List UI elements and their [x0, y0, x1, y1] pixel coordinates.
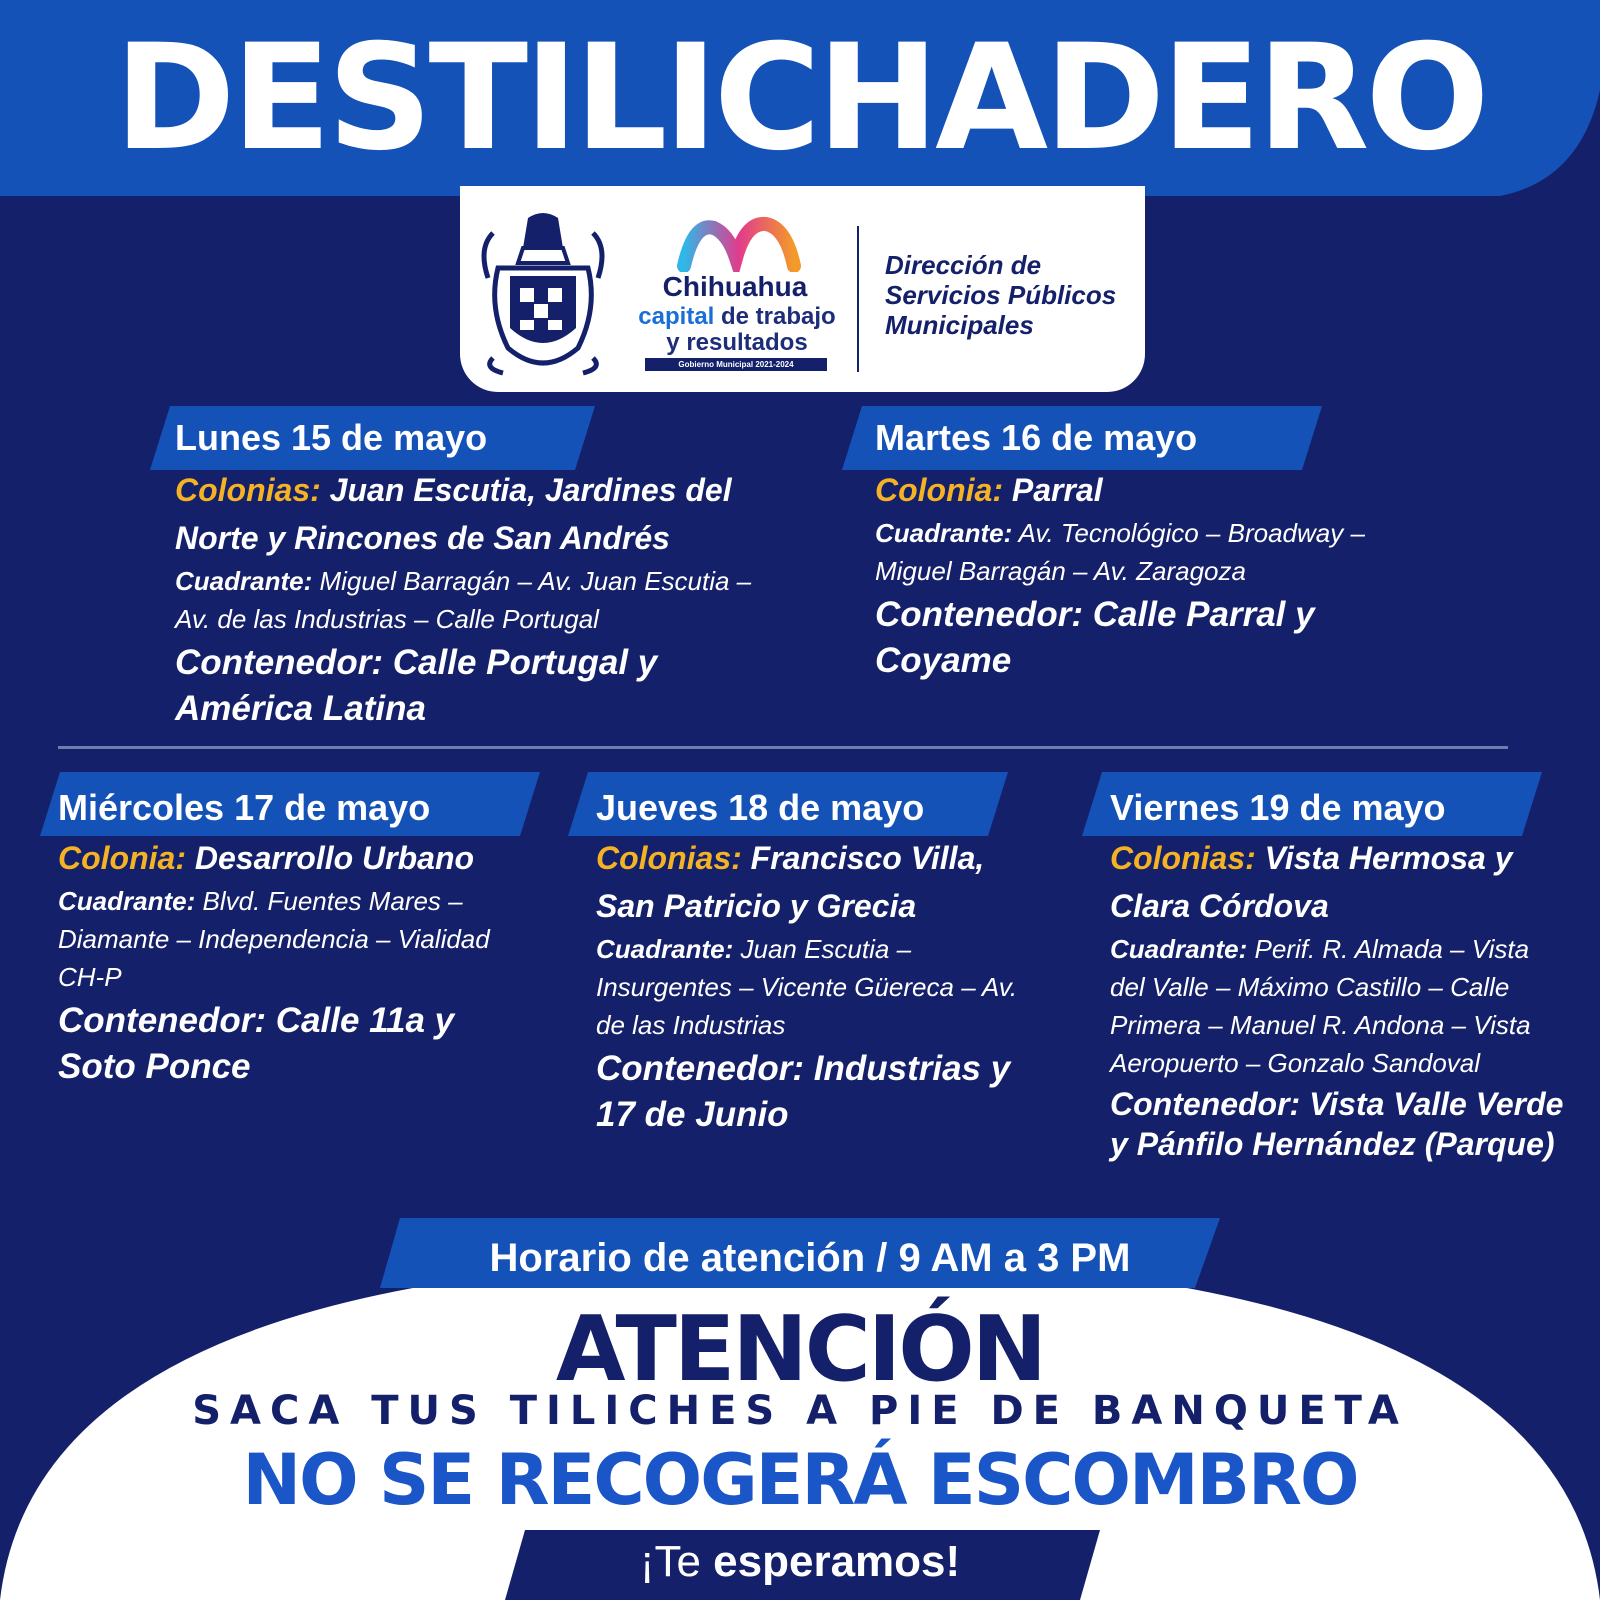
cuadrante-line: [58, 882, 498, 996]
no-debris-warning: NO SE RECOGERÁ ESCOMBRO: [242, 1439, 1358, 1521]
cuadrante-value: Av. Tecnológico – Broadway – Miguel Barragán – Av. Zaragoza: [875, 518, 1365, 586]
closing-bold: esperamos!: [713, 1537, 961, 1586]
brand-tagline-highlight: capital: [638, 303, 715, 330]
brand-tagline-rest: de trabajo: [714, 303, 836, 330]
cuadrante-label: Cuadrante:: [1110, 934, 1248, 964]
colonia-value: Desarrollo Urbano: [194, 840, 475, 876]
instruction-text: SACA TUS TILICHES A PIE DE BANQUETA: [192, 1388, 1408, 1434]
colonia-value: Vista Hermosa y Clara Córdova: [1110, 840, 1513, 924]
day-title-miercoles: Miércoles 17 de mayo: [58, 787, 431, 828]
contenedor-line: Contenedor: Calle Parral y Coyame: [875, 595, 1315, 680]
cuadrante-value: Miguel Barragán – Av. Juan Escutia – Av. de las Industrias – Calle Portugal: [175, 566, 752, 634]
cuadrante-line: [875, 514, 1395, 590]
brand-name: Chihuahua: [662, 271, 808, 302]
cuadrante-label: Cuadrante:: [596, 934, 734, 964]
colonia-value: Juan Escutia, Jardines del Norte y Rincones de San Andrés: [175, 472, 732, 556]
government-bar: Gobierno Municipal 2021-2024: [645, 358, 827, 371]
cuadrante-value: Blvd. Fuentes Mares – Diamante – Independencia – Vialidad CH-P: [58, 886, 490, 992]
coat-of-arms-logo: [478, 208, 608, 378]
contenedor-line: Contenedor: Industrias y 17 de Junio: [596, 1049, 1011, 1134]
day-block-miercoles: [58, 834, 498, 1090]
contenedor-line: Contenedor: Calle 11a y Soto Ponce: [58, 1001, 455, 1086]
brand-tagline-1: [632, 304, 842, 330]
closing-message: [500, 1534, 1100, 1590]
colonia-line: [875, 466, 1395, 514]
colonia-line: [1110, 834, 1565, 930]
colonia-value: Francisco Villa, San Patricio y Grecia: [596, 840, 985, 924]
colonia-label: Colonias:: [175, 472, 321, 508]
day-block-viernes: [1110, 834, 1565, 1164]
day-title-jueves: Jueves 18 de mayo: [596, 787, 925, 828]
colonia-line: [175, 466, 775, 562]
colonia-label: Colonias:: [1110, 840, 1256, 876]
cuadrante-value: Perif. R. Almada – Vista del Valle – Máximo Castillo – Calle Primera – Manuel R. Andona – Vista Aeropuerto – Gonzalo Sandoval: [1110, 934, 1531, 1078]
day-title-lunes: Lunes 15 de mayo: [175, 417, 488, 458]
logo-divider: [857, 226, 859, 372]
cuadrante-value: Juan Escutia – Insurgentes – Vicente Güereca – Av. de las Industrias: [596, 934, 1018, 1040]
brand-tagline-2: y resultados: [666, 329, 808, 356]
cuadrante-label: Cuadrante:: [175, 566, 313, 596]
colonia-line: [58, 834, 498, 882]
cuadrante-label: Cuadrante:: [58, 886, 196, 916]
brand-wave-logo: [676, 214, 802, 272]
cuadrante-line: [596, 930, 1051, 1044]
attention-heading: ATENCIÓN: [555, 1297, 1045, 1402]
day-block-martes: [875, 466, 1395, 684]
colonia-label: Colonia:: [875, 472, 1003, 508]
colonia-label: Colonia:: [58, 840, 186, 876]
cuadrante-line: [1110, 930, 1565, 1082]
day-block-lunes: [175, 466, 775, 732]
colonia-line: [596, 834, 1051, 930]
colonia-value: Parral: [1011, 472, 1103, 508]
cuadrante-line: [175, 562, 775, 638]
contenedor-line: Contenedor: Calle Portugal y América Latina: [175, 643, 658, 728]
schedule-hours: Horario de atención / 9 AM a 3 PM: [489, 1236, 1131, 1280]
day-title-viernes: Viernes 19 de mayo: [1110, 787, 1446, 828]
contenedor-line: Contenedor: Vista Valle Verde y Pánfilo Hernández (Parque): [1110, 1086, 1564, 1162]
page-title: DESTILICHADERO: [114, 13, 1486, 183]
closing-prefix: ¡Te: [639, 1537, 714, 1586]
day-block-jueves: [596, 834, 1051, 1138]
section-divider: [58, 746, 1508, 749]
cuadrante-label: Cuadrante:: [875, 518, 1013, 548]
day-title-martes: Martes 16 de mayo: [875, 417, 1198, 458]
colonia-label: Colonias:: [596, 840, 742, 876]
department-name: Dirección de Servicios Públicos Municipales: [885, 250, 1117, 340]
